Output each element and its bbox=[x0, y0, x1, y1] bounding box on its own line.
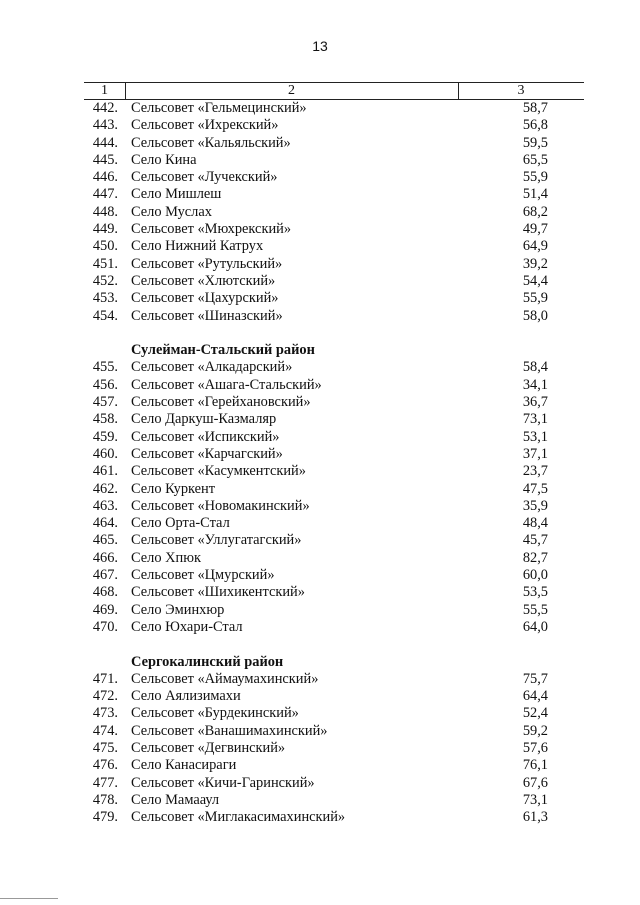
row-name: Сельсовет «Испикский» bbox=[131, 428, 280, 445]
row-name: Село Канасираги bbox=[131, 757, 237, 774]
row-number: 471. bbox=[92, 670, 118, 687]
table-row bbox=[0, 567, 640, 584]
row-name: Село Нижний Катрух bbox=[131, 238, 264, 255]
table-body bbox=[0, 100, 640, 826]
row-number: 454. bbox=[92, 307, 118, 324]
table-row bbox=[0, 238, 640, 255]
row-number: 453. bbox=[92, 290, 118, 307]
row-name: Сельсовет «Шихикентский» bbox=[131, 584, 305, 601]
header-col-name: 2 bbox=[288, 83, 295, 98]
row-number: 462. bbox=[92, 480, 118, 497]
table-row bbox=[0, 273, 640, 290]
row-number: 459. bbox=[92, 428, 118, 445]
table-row bbox=[0, 740, 640, 757]
row-value: 49,7 bbox=[522, 221, 548, 238]
table-row bbox=[0, 602, 640, 619]
row-name: Село Аялизимахи bbox=[131, 688, 241, 705]
row-value: 39,2 bbox=[522, 255, 548, 272]
table-row bbox=[0, 169, 640, 186]
table-row bbox=[0, 775, 640, 792]
row-value: 68,2 bbox=[522, 203, 548, 220]
row-value: 60,0 bbox=[522, 567, 548, 584]
row-name: Село Орта-Стал bbox=[131, 515, 230, 532]
row-name: Сельсовет «Ашага-Стальский» bbox=[131, 376, 322, 393]
table-row bbox=[0, 377, 640, 394]
row-name: Сельсовет «Шиназский» bbox=[131, 307, 283, 324]
district-heading bbox=[0, 342, 640, 359]
row-name: Сельсовет «Герейхановский» bbox=[131, 394, 311, 411]
district-heading bbox=[0, 654, 640, 671]
table-row bbox=[0, 152, 640, 169]
row-name: Сельсовет «Новомакинский» bbox=[131, 497, 310, 514]
row-number: 442. bbox=[92, 100, 118, 116]
row-value: 35,9 bbox=[522, 497, 548, 514]
table-row bbox=[0, 705, 640, 722]
row-value: 55,5 bbox=[522, 601, 548, 618]
page-number: 13 bbox=[312, 38, 328, 54]
row-value: 75,7 bbox=[522, 670, 548, 687]
row-number: 457. bbox=[92, 394, 118, 411]
table-row bbox=[0, 532, 640, 549]
row-name: Село Муслах bbox=[131, 203, 212, 220]
row-number: 446. bbox=[92, 169, 118, 186]
row-number: 451. bbox=[92, 255, 118, 272]
table-row bbox=[0, 809, 640, 826]
row-name: Сельсовет «Касумкентский» bbox=[131, 463, 306, 480]
row-number: 476. bbox=[92, 757, 118, 774]
row-number: 479. bbox=[92, 809, 118, 826]
row-number: 452. bbox=[92, 272, 118, 289]
table-row bbox=[0, 308, 640, 325]
row-name: Сельсовет «Дегвинский» bbox=[131, 739, 286, 756]
row-value: 47,5 bbox=[522, 480, 548, 497]
row-number: 456. bbox=[92, 376, 118, 393]
row-value: 34,1 bbox=[522, 376, 548, 393]
row-value: 45,7 bbox=[522, 532, 548, 549]
row-value: 52,4 bbox=[522, 705, 548, 722]
row-number: 464. bbox=[92, 515, 118, 532]
row-number: 448. bbox=[92, 203, 118, 220]
row-name: Село Хпюк bbox=[131, 549, 201, 566]
row-value: 58,0 bbox=[522, 307, 548, 324]
row-number: 458. bbox=[92, 411, 118, 428]
row-value: 58,7 bbox=[522, 100, 548, 116]
row-name: Сельсовет «Хлютский» bbox=[131, 272, 276, 289]
row-number: 461. bbox=[92, 463, 118, 480]
row-value: 55,9 bbox=[522, 290, 548, 307]
row-value: 67,6 bbox=[522, 774, 548, 791]
table-row bbox=[0, 135, 640, 152]
row-value: 59,2 bbox=[522, 722, 548, 739]
row-value: 64,4 bbox=[522, 688, 548, 705]
row-number: 474. bbox=[92, 722, 118, 739]
row-value: 64,0 bbox=[522, 618, 548, 635]
row-name: Сельсовет «Кичи-Гаринский» bbox=[131, 774, 315, 791]
row-name: Сельсовет «Лучекский» bbox=[131, 169, 278, 186]
row-number: 470. bbox=[92, 618, 118, 635]
row-name: Село Даркуш-Казмаляр bbox=[131, 411, 277, 428]
row-value: 54,4 bbox=[522, 272, 548, 289]
row-name: Сельсовет «Гельмецинский» bbox=[131, 100, 307, 116]
row-value: 53,1 bbox=[522, 428, 548, 445]
table-row bbox=[0, 584, 640, 601]
section-gap bbox=[0, 636, 640, 653]
district-title: Сулейман-Стальский район bbox=[131, 342, 315, 359]
row-value: 57,6 bbox=[522, 739, 548, 756]
row-name: Село Куркент bbox=[131, 480, 216, 497]
row-value: 82,7 bbox=[522, 549, 548, 566]
row-name: Сельсовет «Алкадарский» bbox=[131, 359, 293, 376]
table-row bbox=[0, 359, 640, 376]
row-name: Сельсовет «Кальяльский» bbox=[131, 134, 291, 151]
row-number: 475. bbox=[92, 739, 118, 756]
row-value: 56,8 bbox=[522, 117, 548, 134]
table-row bbox=[0, 394, 640, 411]
row-number: 455. bbox=[92, 359, 118, 376]
row-number: 449. bbox=[92, 221, 118, 238]
row-name: Сельсовет «Цахурский» bbox=[131, 290, 279, 307]
table-row bbox=[0, 186, 640, 203]
row-value: 55,9 bbox=[522, 169, 548, 186]
row-number: 466. bbox=[92, 549, 118, 566]
row-number: 443. bbox=[92, 117, 118, 134]
row-number: 468. bbox=[92, 584, 118, 601]
table-row bbox=[0, 723, 640, 740]
table-row bbox=[0, 290, 640, 307]
row-number: 473. bbox=[92, 705, 118, 722]
row-name: Село Мишлеш bbox=[131, 186, 222, 203]
row-value: 73,1 bbox=[522, 791, 548, 808]
table-row bbox=[0, 671, 640, 688]
section-gap bbox=[0, 325, 640, 342]
row-number: 472. bbox=[92, 688, 118, 705]
table-row bbox=[0, 792, 640, 809]
row-name: Село Эминхюр bbox=[131, 601, 225, 618]
row-name: Село Кина bbox=[131, 151, 197, 168]
table-row bbox=[0, 256, 640, 273]
row-number: 469. bbox=[92, 601, 118, 618]
table-row bbox=[0, 446, 640, 463]
table-row bbox=[0, 619, 640, 636]
row-name: Сельсовет «Мюхрекский» bbox=[131, 221, 292, 238]
footer-rule bbox=[0, 898, 58, 899]
row-number: 445. bbox=[92, 151, 118, 168]
row-number: 467. bbox=[92, 567, 118, 584]
district-title: Сергокалинский район bbox=[131, 653, 284, 670]
row-value: 73,1 bbox=[522, 411, 548, 428]
row-number: 477. bbox=[92, 774, 118, 791]
row-number: 450. bbox=[92, 238, 118, 255]
row-name: Сельсовет «Карчагский» bbox=[131, 445, 283, 462]
row-number: 463. bbox=[92, 497, 118, 514]
row-value: 53,5 bbox=[522, 584, 548, 601]
row-name: Сельсовет «Аймаумахинский» bbox=[131, 670, 319, 687]
table-row bbox=[0, 757, 640, 774]
row-name: Сельсовет «Ванашимахинский» bbox=[131, 722, 328, 739]
row-value: 48,4 bbox=[522, 515, 548, 532]
table-row bbox=[0, 688, 640, 705]
table-row bbox=[0, 221, 640, 238]
table-header bbox=[84, 82, 584, 100]
row-name: Село Юхари-Стал bbox=[131, 618, 243, 635]
row-name: Сельсовет «Цмурский» bbox=[131, 567, 275, 584]
table-row bbox=[0, 117, 640, 134]
table-row bbox=[0, 204, 640, 221]
table-row bbox=[0, 100, 640, 117]
row-value: 51,4 bbox=[522, 186, 548, 203]
header-col-number: 1 bbox=[101, 83, 108, 98]
row-name: Сельсовет «Ихрекский» bbox=[131, 117, 279, 134]
row-number: 444. bbox=[92, 134, 118, 151]
row-value: 65,5 bbox=[522, 151, 548, 168]
row-value: 36,7 bbox=[522, 394, 548, 411]
row-value: 61,3 bbox=[522, 809, 548, 826]
row-name: Сельсовет «Бурдекинский» bbox=[131, 705, 299, 722]
header-col-value: 3 bbox=[517, 83, 525, 98]
table-row bbox=[0, 515, 640, 532]
row-name: Сельсовет «Уллугатагский» bbox=[131, 532, 302, 549]
table-row bbox=[0, 429, 640, 446]
row-name: Сельсовет «Рутульский» bbox=[131, 255, 283, 272]
table-row bbox=[0, 463, 640, 480]
row-value: 64,9 bbox=[522, 238, 548, 255]
row-number: 447. bbox=[92, 186, 118, 203]
table-row bbox=[0, 411, 640, 428]
row-name: Село Мамааул bbox=[131, 791, 220, 808]
row-value: 59,5 bbox=[522, 134, 548, 151]
row-number: 460. bbox=[92, 445, 118, 462]
row-number: 465. bbox=[92, 532, 118, 549]
table-row bbox=[0, 498, 640, 515]
row-value: 76,1 bbox=[522, 757, 548, 774]
table-row bbox=[0, 550, 640, 567]
row-name: Сельсовет «Миглакасимахинский» bbox=[131, 809, 346, 826]
row-value: 23,7 bbox=[522, 463, 548, 480]
row-number: 478. bbox=[92, 791, 118, 808]
row-value: 37,1 bbox=[522, 445, 548, 462]
table-row bbox=[0, 481, 640, 498]
row-value: 58,4 bbox=[522, 359, 548, 376]
